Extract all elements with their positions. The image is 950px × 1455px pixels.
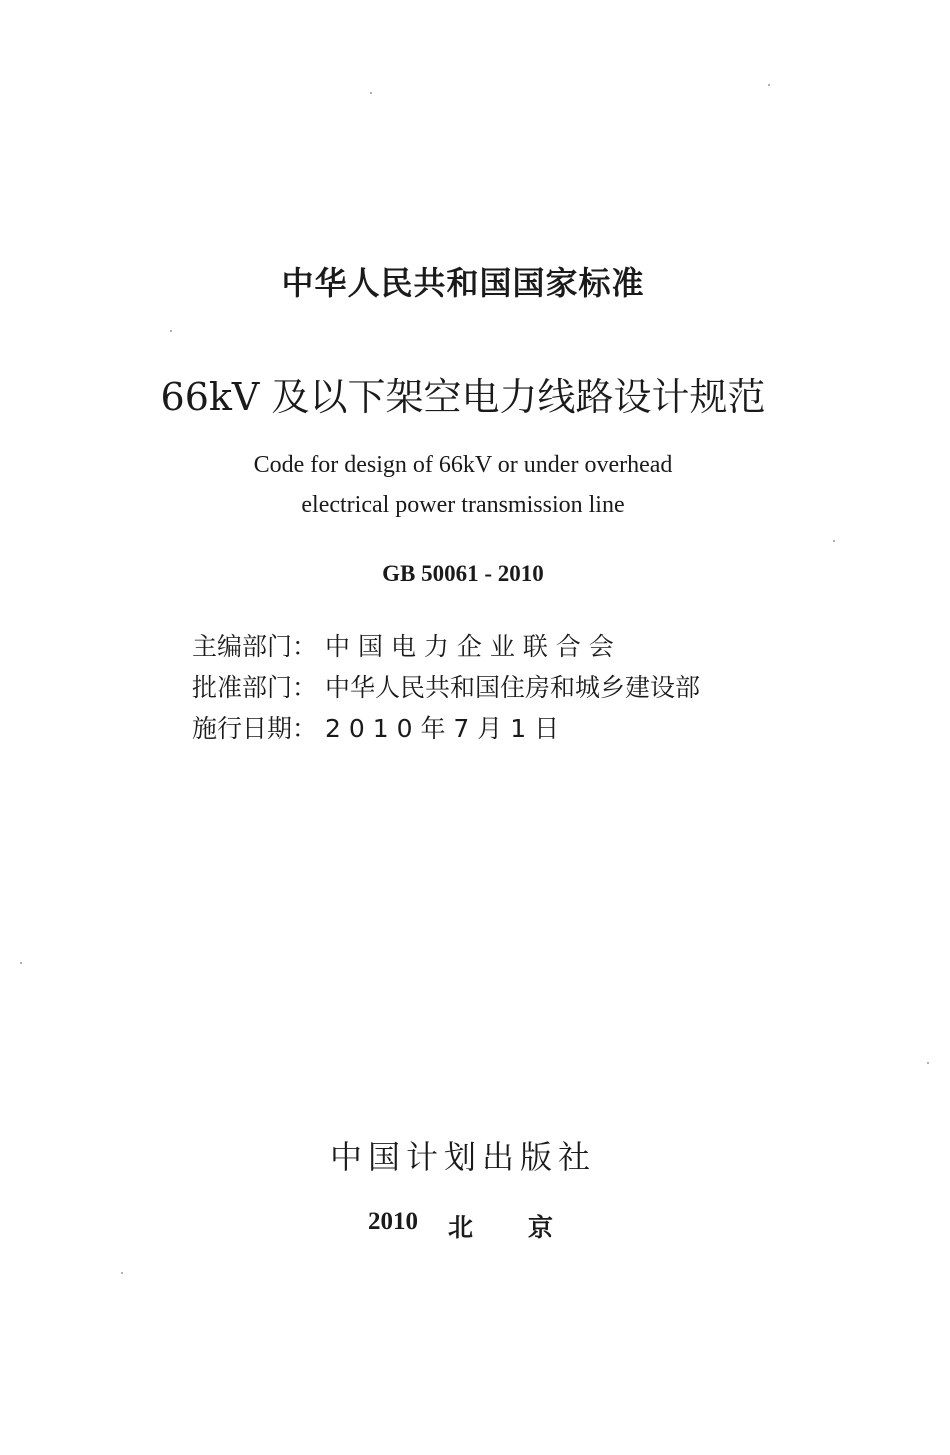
editor-char: 企 — [456, 632, 482, 661]
date-char: 日 — [534, 714, 560, 743]
date-char: 月 — [477, 714, 503, 743]
document-title-en-line2: electrical power transmission line — [301, 492, 625, 518]
date-char: 1 — [372, 714, 389, 743]
editor-department-label: 主编部门： — [192, 632, 318, 661]
editor-department-row — [192, 627, 752, 663]
editor-char: 业 — [489, 632, 515, 661]
scan-speck — [768, 84, 770, 86]
editor-char: 会 — [588, 632, 614, 661]
date-char: 年 — [420, 714, 446, 743]
national-standard-heading: 中华人民共和国国家标准 — [281, 264, 645, 302]
effective-date-row — [192, 709, 752, 745]
editor-char: 国 — [357, 632, 383, 661]
document-title-en-line1: Code for design of 66kV or under overhead — [253, 452, 673, 478]
imprint-line — [368, 1208, 608, 1244]
scan-speck — [20, 962, 22, 964]
approver-department-value: 中华人民共和国住房和城乡建设部 — [325, 673, 701, 702]
editor-department-value — [325, 627, 752, 663]
date-char: 0 — [396, 714, 413, 743]
editor-char: 合 — [555, 632, 581, 661]
approver-department-row — [192, 668, 752, 704]
date-char: 1 — [510, 714, 527, 743]
imprint-year: 2010 — [368, 1208, 418, 1235]
scan-speck — [170, 330, 172, 332]
imprint-city-char: 北 — [448, 1213, 474, 1242]
publisher-name: 中国计划出版社 — [329, 1138, 596, 1176]
editor-char: 联 — [522, 632, 548, 661]
scan-speck — [833, 540, 835, 542]
date-char: 0 — [348, 714, 365, 743]
editor-char: 力 — [423, 632, 449, 661]
date-char: 7 — [453, 714, 470, 743]
standard-code: GB 50061 - 2010 — [382, 561, 544, 586]
document-title-cn: 66kV 及以下架空电力线路设计规范 — [160, 375, 766, 419]
editor-char: 中 — [325, 632, 351, 661]
date-char: 2 — [325, 714, 341, 743]
effective-date-label: 施行日期： — [192, 714, 318, 743]
scan-speck — [927, 1062, 929, 1064]
imprint-city-char: 京 — [528, 1213, 554, 1242]
scan-speck — [121, 1272, 123, 1274]
editor-char: 电 — [390, 632, 416, 661]
scan-speck — [370, 92, 372, 94]
effective-date-value — [325, 709, 752, 745]
approver-department-label: 批准部门： — [192, 673, 318, 702]
